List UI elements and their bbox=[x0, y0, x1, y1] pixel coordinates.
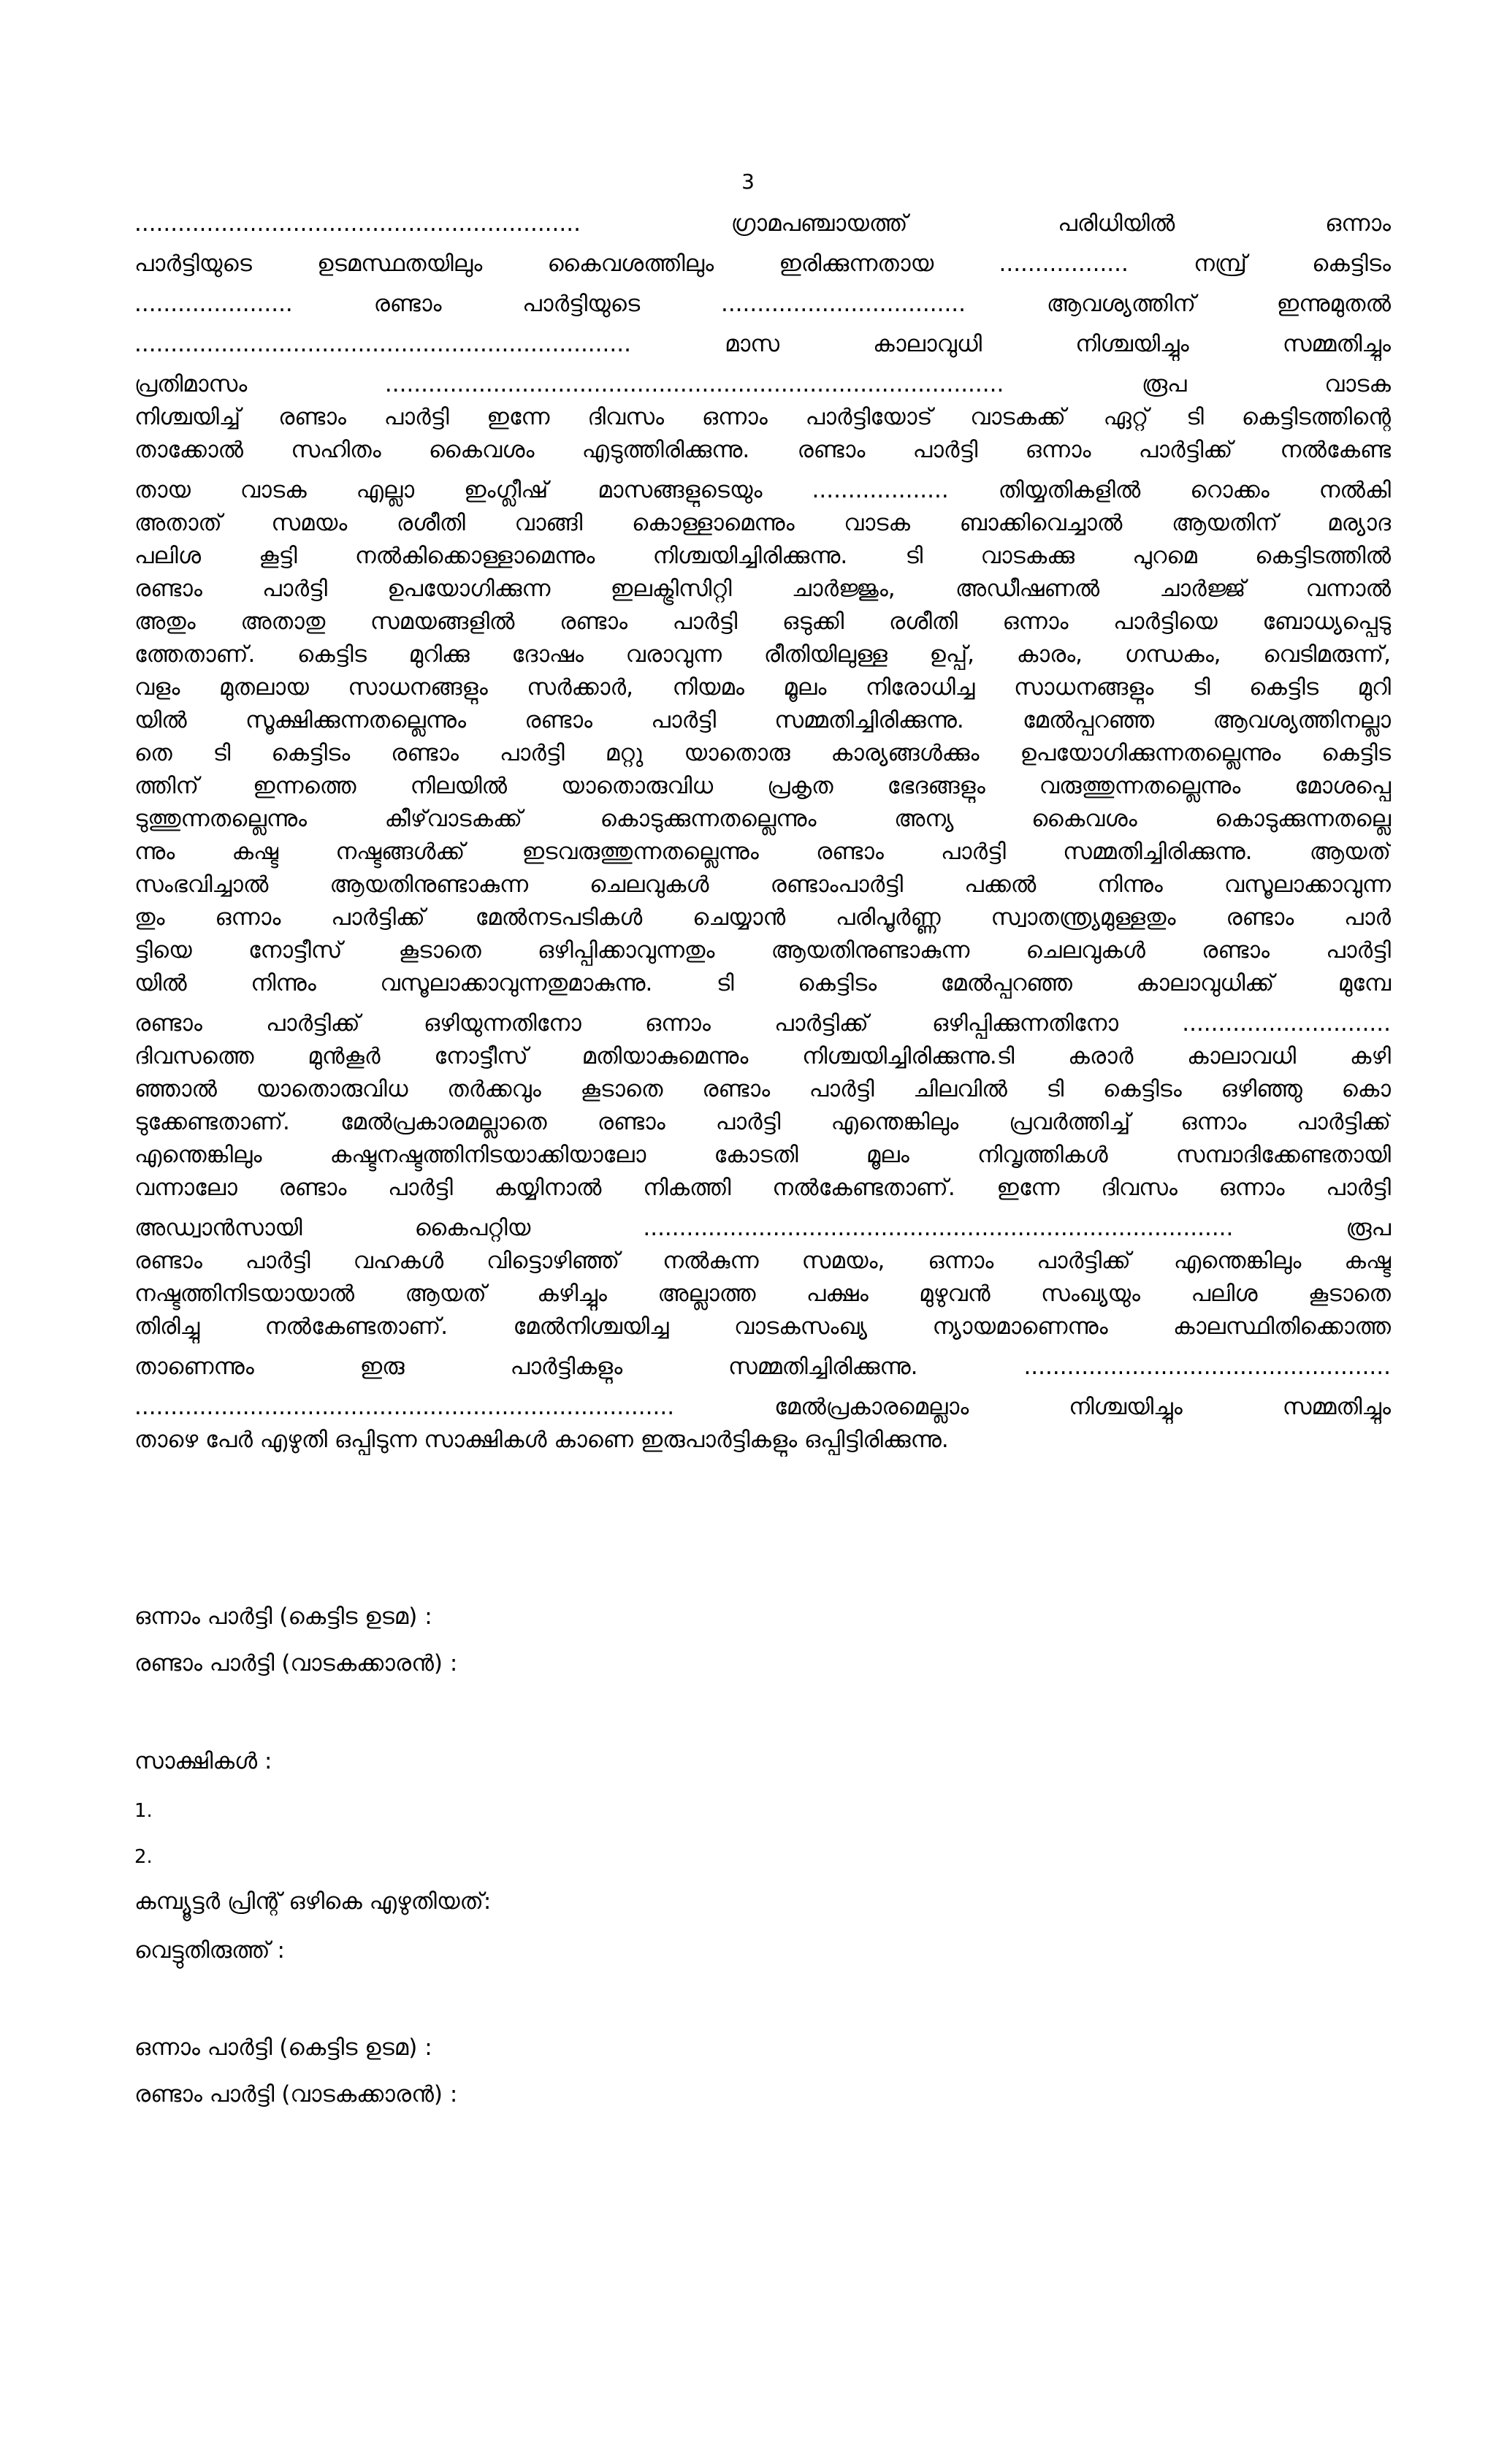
corrections-label: വെട്ടുതിരുത്ത് : bbox=[134, 1937, 285, 1964]
second-party-signature-label-repeat: രണ്ടാം പാർട്ടി (വാടകക്കാരൻ) : bbox=[134, 2081, 458, 2108]
agreement-line: ടുത്തുന്നതല്ലെന്നും കീഴ്‌വാടകക്ക് കൊടുക്കുന്നതല്ലെന്നും അന്യ കൈവശം കൊടുക്കുന്നതല്ലെ bbox=[134, 806, 1391, 832]
agreement-body bbox=[134, 207, 1391, 1457]
agreement-line: ന്നും കഷ്ട നഷ്ടങ്ങൾക്ക് ഇടവരുത്തുന്നതല്ലെന്നും രണ്ടാം പാർട്ടി സമ്മതിച്ചിരിക്കുന്നു. ആയത് bbox=[134, 839, 1391, 865]
agreement-line: താഴെ പേർ എഴുതി ഒപ്പിടുന്ന സാക്ഷികൾ കാണെ ഇരുപാർട്ടികളും ഒപ്പിട്ടിരിക്കുന്നു. bbox=[134, 1427, 949, 1453]
agreement-line: നഷ്ടത്തിനിടയായാൽ ആയത് കഴിച്ചും അല്ലാത്ത പക്ഷം മുഴുവൻ സംഖ്യയും പലിശ കൂടാതെ bbox=[134, 1281, 1391, 1307]
agreement-line: സംഭവിച്ചാൽ ആയതിനുണ്ടാകുന്ന ചെലവുകൾ രണ്ടാംപാർട്ടി പക്കൽ നിന്നും വസൂലാക്കാവുന്ന bbox=[134, 871, 1391, 898]
agreement-line: യിൽ സൂക്ഷിക്കുന്നതല്ലെന്നും രണ്ടാം പാർട്ടി സമ്മതിച്ചിരിക്കുന്നു. മേൽപ്പറഞ്ഞ ആവശ്യത്തിനല്ലാ bbox=[134, 707, 1391, 733]
agreement-line: രണ്ടാം പാർട്ടിക്ക് ഒഴിയുന്നതിനോ ഒന്നാം പാർട്ടിക്ക് ഒഴിപ്പിക്കുന്നതിനോ ............................. bbox=[134, 1010, 1391, 1037]
second-party-signature-label: രണ്ടാം പാർട്ടി (വാടകക്കാരൻ) : bbox=[134, 1650, 458, 1677]
computer-print-note: കമ്പ്യൂട്ടർ പ്രിന്റ് ഒഴികെ എഴുതിയത്: bbox=[134, 1888, 492, 1915]
agreement-line: വളം മുതലായ സാധനങ്ങളും സർക്കാർ, നിയമം മൂലം നിരോധിച്ച സാധനങ്ങളും ടി കെട്ടിട മുറി bbox=[134, 674, 1391, 701]
agreement-line: അതും അതാതു സമയങ്ങളിൽ രണ്ടാം പാർട്ടി ഒടുക്കി രശീതി ഒന്നാം പാർട്ടിയെ ബോധ്യപ്പെടു bbox=[134, 609, 1391, 635]
agreement-line: എന്തെങ്കിലും കഷ്ടനഷ്ടത്തിനിടയാക്കിയാലോ കോടതി മൂലം നിവൃത്തികൾ സമ്പാദിക്കേണ്ടതായി bbox=[134, 1142, 1391, 1168]
agreement-line: അഡ്വാൻസായി കൈപറ്റിയ .................................................................................. രൂപ bbox=[134, 1215, 1391, 1241]
agreement-line: ട്ടിയെ നോട്ടീസ് കൂടാതെ ഒഴിപ്പിക്കാവുന്നതും ആയതിനുണ്ടാകുന്ന ചെലവുകൾ രണ്ടാം പാർട്ടി bbox=[134, 937, 1391, 964]
agreement-line: താണെന്നും ഇരു പാർട്ടികളും സമ്മതിച്ചിരിക്കുന്നു. ................................................... bbox=[134, 1354, 1391, 1380]
agreement-line: തിരിച്ചു നൽകേണ്ടതാണ്. മേൽനിശ്ചയിച്ച വാടകസംഖ്യ ന്യായമാണെന്നും കാലസ്ഥിതിക്കൊത്ത bbox=[134, 1313, 1391, 1340]
agreement-line: തും ഒന്നാം പാർട്ടിക്ക് മേൽനടപടികൾ ചെയ്യാൻ പരിപൂർണ്ണ സ്വാതന്ത്ര്യമുള്ളതും രണ്ടാം പാർ bbox=[134, 904, 1391, 931]
agreement-line: പ്രതിമാസം ...................................................................................... രൂപ വാടക bbox=[134, 371, 1391, 397]
agreement-line: ത്തേതാണ്. കെട്ടിട മുറിക്കു ദോഷം വരാവുന്ന രീതിയിലുള്ള ഉപ്പ്, കാരം, ഗന്ധകം, വെടിമരുന്ന്, bbox=[134, 641, 1391, 668]
page-number: 3 bbox=[741, 169, 755, 194]
witness-1-label: 1. bbox=[134, 1800, 153, 1822]
agreement-line: രണ്ടാം പാർട്ടി ഉപയോഗിക്കുന്ന ഇലക്ട്രിസിറ്റി ചാർജ്ജും, അഡീഷണൽ ചാർജ്ജ് വന്നാൽ bbox=[134, 576, 1391, 602]
agreement-line: .............................................................. ഗ്രാമപഞ്ചായത്ത് പരിധിയിൽ ഒന്നാം bbox=[134, 210, 1391, 237]
witness-2-label: 2. bbox=[134, 1846, 153, 1868]
agreement-line: യിൽ നിന്നും വസൂലാക്കാവുന്നതുമാകുന്നു. ടി കെട്ടിടം മേൽപ്പറഞ്ഞ കാലാവുധിക്ക് മുമ്പേ bbox=[134, 970, 1391, 996]
agreement-line: ത്തിന് ഇന്നത്തെ നിലയിൽ യാതൊരുവിധ പ്രകൃത ഭേദങ്ങളും വരുത്തുന്നതല്ലെന്നും മോശപ്പെ bbox=[134, 773, 1391, 799]
agreement-line: ദിവസത്തെ മുൻകൂർ നോട്ടീസ് മതിയാകുമെന്നും നിശ്ചയിച്ചിരിക്കുന്നു.ടി കരാർ കാലാവധി കഴി bbox=[134, 1043, 1391, 1069]
first-party-signature-label: ഒന്നാം പാർട്ടി (കെട്ടിട ഉടമ) : bbox=[134, 1603, 432, 1630]
agreement-line: ടുക്കേണ്ടതാണ്. മേൽപ്രകാരമല്ലാതെ രണ്ടാം പാർട്ടി എന്തെങ്കിലും പ്രവർത്തിച്ച് ഒന്നാം പാർട്ടിക്ക് bbox=[134, 1109, 1391, 1135]
agreement-line: പലിശ കൂട്ടി നൽകിക്കൊള്ളാമെന്നും നിശ്ചയിച്ചിരിക്കുന്നു. ടി വാടകക്കു പുറമെ കെട്ടിടത്തിൽ bbox=[134, 543, 1391, 569]
agreement-line: പാർട്ടിയുടെ ഉടമസ്ഥതയിലും കൈവശത്തിലും ഇരിക്കുന്നതായ .................. നമ്പ്ര് കെട്ടിടം bbox=[134, 251, 1391, 277]
agreement-line: തെ ടി കെട്ടിടം രണ്ടാം പാർട്ടി മറ്റു യാതൊരു കാര്യങ്ങൾക്കും ഉപയോഗിക്കുന്നതല്ലെന്നും കെട്ടിട bbox=[134, 740, 1391, 766]
agreement-line: നിശ്ചയിച്ച് രണ്ടാം പാർട്ടി ഇന്നേ ദിവസം ഒന്നാം പാർട്ടിയോട് വാടകക്ക് ഏറ്റ് ടി കെട്ടിടത്തിന്റെ bbox=[134, 404, 1391, 430]
agreement-line: വന്നാലോ രണ്ടാം പാർട്ടി കയ്യിനാൽ നികത്തി നൽകേണ്ടതാണ്. ഇന്നേ ദിവസം ഒന്നാം പാർട്ടി bbox=[134, 1175, 1391, 1201]
first-party-signature-label-repeat: ഒന്നാം പാർട്ടി (കെട്ടിട ഉടമ) : bbox=[134, 2034, 432, 2061]
agreement-line: താക്കോൽ സഹിതം കൈവശം എടുത്തിരിക്കുന്നു. രണ്ടാം പാർട്ടി ഒന്നാം പാർട്ടിക്ക് നൽകേണ്ട bbox=[134, 437, 1391, 463]
witnesses-label: സാക്ഷികൾ : bbox=[134, 1748, 272, 1774]
agreement-line: അതാത് സമയം രശീതി വാങ്ങി കൊള്ളാമെന്നും വാടക ബാക്കിവെച്ചാൽ ആയതിന് മര്യാദ bbox=[134, 510, 1391, 536]
agreement-line: രണ്ടാം പാർട്ടി വഹകൾ വിട്ടൊഴിഞ്ഞ് നൽകുന്ന സമയം, ഒന്നാം പാർട്ടിക്ക് എന്തെങ്കിലും കഷ്ട bbox=[134, 1248, 1391, 1274]
agreement-line: ........................................................................... മേൽപ്രകാരമെല്ലാം നിശ്ചയിച്ചും സമ്മതിച്ചും bbox=[134, 1394, 1391, 1420]
agreement-line: ...................... രണ്ടാം പാർട്ടിയുടെ .................................. ആവശ്യത്തിന് ഇന്നുമുതൽ bbox=[134, 291, 1391, 317]
agreement-line: ഞ്ഞാൽ യാതൊരുവിധ തർക്കവും കൂടാതെ രണ്ടാം പാർട്ടി ചിലവിൽ ടി കെട്ടിടം ഒഴിഞ്ഞു കൊ bbox=[134, 1076, 1391, 1102]
agreement-line: തായ വാടക എല്ലാ ഇംഗ്ലീഷ് മാസങ്ങളുടെയും ................... തിയ്യതികളിൽ റൊക്കം നൽകി bbox=[134, 477, 1391, 503]
agreement-line: ..................................................................... മാസ കാലാവുധി നിശ്ചയിച്ചും സമ്മതിച്ചും bbox=[134, 331, 1391, 357]
